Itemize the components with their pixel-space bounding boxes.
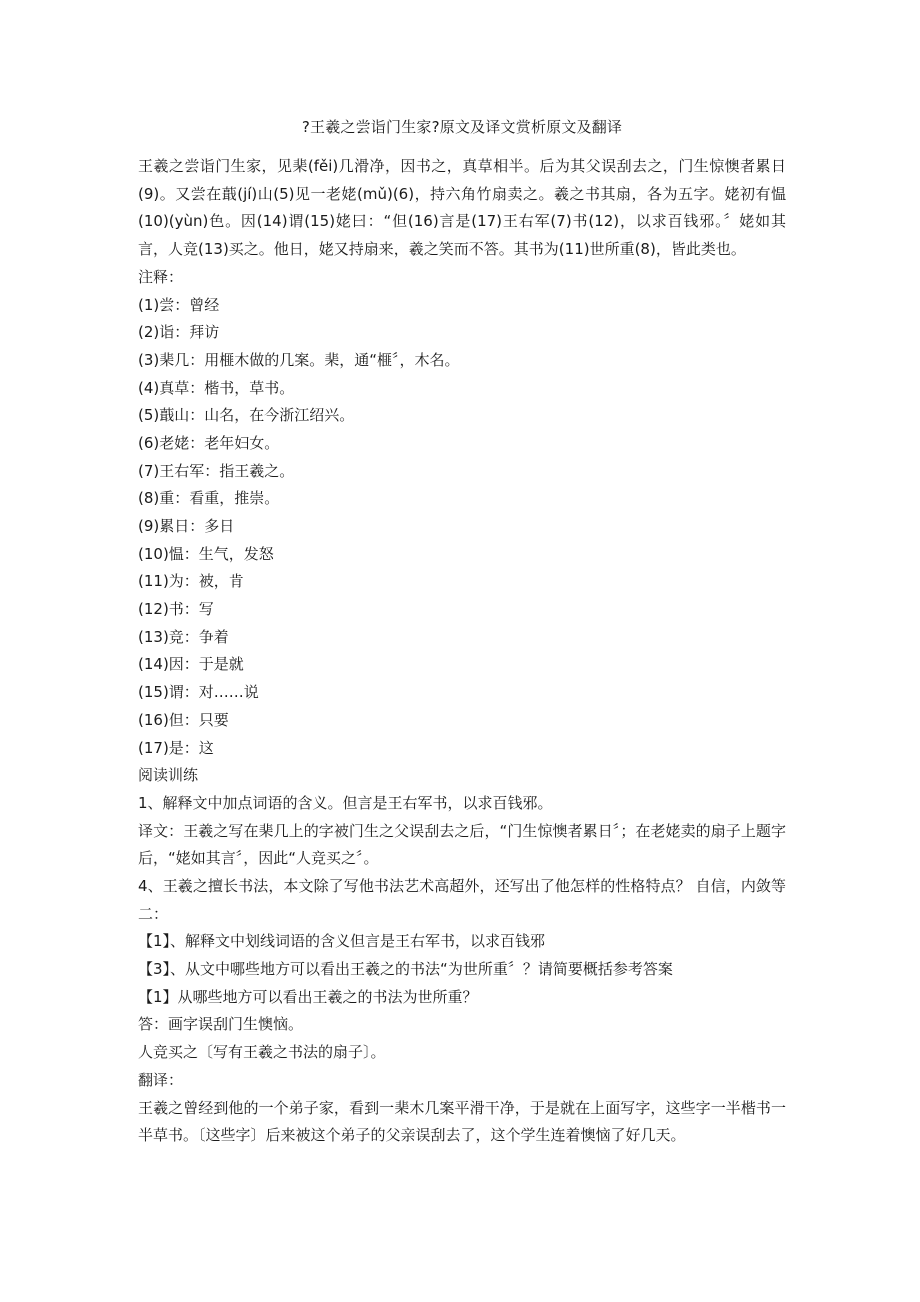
answer-line-2: 人竞买之〔写有王羲之书法的扇子〕。 — [138, 1043, 386, 1062]
note-item: (9)累日：多日 — [138, 517, 235, 535]
bracket-question-1b: 【1】从哪些地方可以看出王羲之的书法为世所重？ — [138, 987, 478, 1006]
bracket-question-1: 【1】、解释文中划线词语的含义但言是王右军书，以求百钱邪 — [138, 932, 546, 951]
notes-list — [138, 292, 786, 763]
note-item: (3)棐几：用榧木做的几案。棐，通“榧〞，木名。 — [138, 350, 460, 369]
note-item: (2)诣：拜访 — [138, 323, 220, 342]
note-item: (13)竞：争着 — [138, 627, 229, 646]
note-item: (8)重：看重，推崇。 — [138, 489, 280, 508]
bracket-question-3: 【3】、从文中哪些地方可以看出王羲之的书法“为世所重〞？请简要概括参考答案 — [138, 960, 673, 979]
note-item: (10)愠：生气，发怒 — [138, 544, 274, 563]
note-item: (5)蕺山：山名，在今浙江绍兴。 — [138, 406, 355, 425]
note-item: (15)谓：对……说 — [138, 683, 259, 702]
note-item: (11)为：被，肯 — [138, 572, 244, 591]
original-text: 王羲之尝诣门生家，见棐(fěi)几滑净，因书之，真草相半。后为其父误刮去之，门生惊懊者累日(9)。又尝在蕺(jí)山(5)见一老姥(mǔ)(6)，持六角竹扇卖之。羲之书其扇，各为五字。姥初有愠(10)(yùn)色。因(14)谓(15)姥曰：“但(16)言是(17)王右军(7)书(12)，以求百钱邪。〞姥如其言，人竞(13)买之。他日，姥又持扇来，羲之笑而不答。其书为(11)世所重(8)，皆此类也。 — [138, 157, 786, 259]
note-item: (17)是：这 — [138, 738, 214, 757]
question-1-answer: 译文：王羲之写在棐几上的字被门生之父误刮去之后，“门生惊懊者累日〞；在老姥卖的扇子上题字后，“姥如其言〞，因此“人竞买之〞。 — [138, 821, 786, 868]
document-body — [138, 153, 786, 1150]
answer-line-1: 答：画字误刮门生懊恼。 — [138, 1015, 304, 1034]
note-item: (12)书：写 — [138, 600, 214, 619]
note-item: (16)但：只要 — [138, 710, 229, 729]
document-title: ?王羲之尝诣门生家?原文及译文赏析原文及翻译 — [301, 118, 623, 136]
training-heading: 阅读训练 — [138, 766, 199, 785]
question-4: 4、王羲之擅长书法，本文除了写他书法艺术高超外，还写出了他怎样的性格特点？ 自信，内敛等二： — [138, 876, 786, 923]
note-item: (4)真草：楷书，草书。 — [138, 378, 295, 397]
note-item: (14)因：于是就 — [138, 655, 244, 674]
note-item: (6)老姥：老年妇女。 — [138, 433, 280, 452]
question-1: 1、解释文中加点词语的含义。但言是王右军书，以求百钱邪。 — [138, 793, 553, 812]
notes-heading: 注释： — [138, 267, 184, 286]
translation-heading: 翻译： — [138, 1070, 184, 1089]
document-page — [138, 0, 786, 1150]
note-item: (7)王右军：指王羲之。 — [138, 461, 295, 480]
translation-text: 王羲之曾经到他的一个弟子家，看到一棐木几案平滑干净，于是就在上面写字，这些字一半楷书一半草书。〔这些字〕后来被这个弟子的父亲误刮去了，这个学生连着懊恼了好几天。 — [138, 1098, 786, 1145]
note-item: (1)尝：曾经 — [138, 295, 220, 314]
